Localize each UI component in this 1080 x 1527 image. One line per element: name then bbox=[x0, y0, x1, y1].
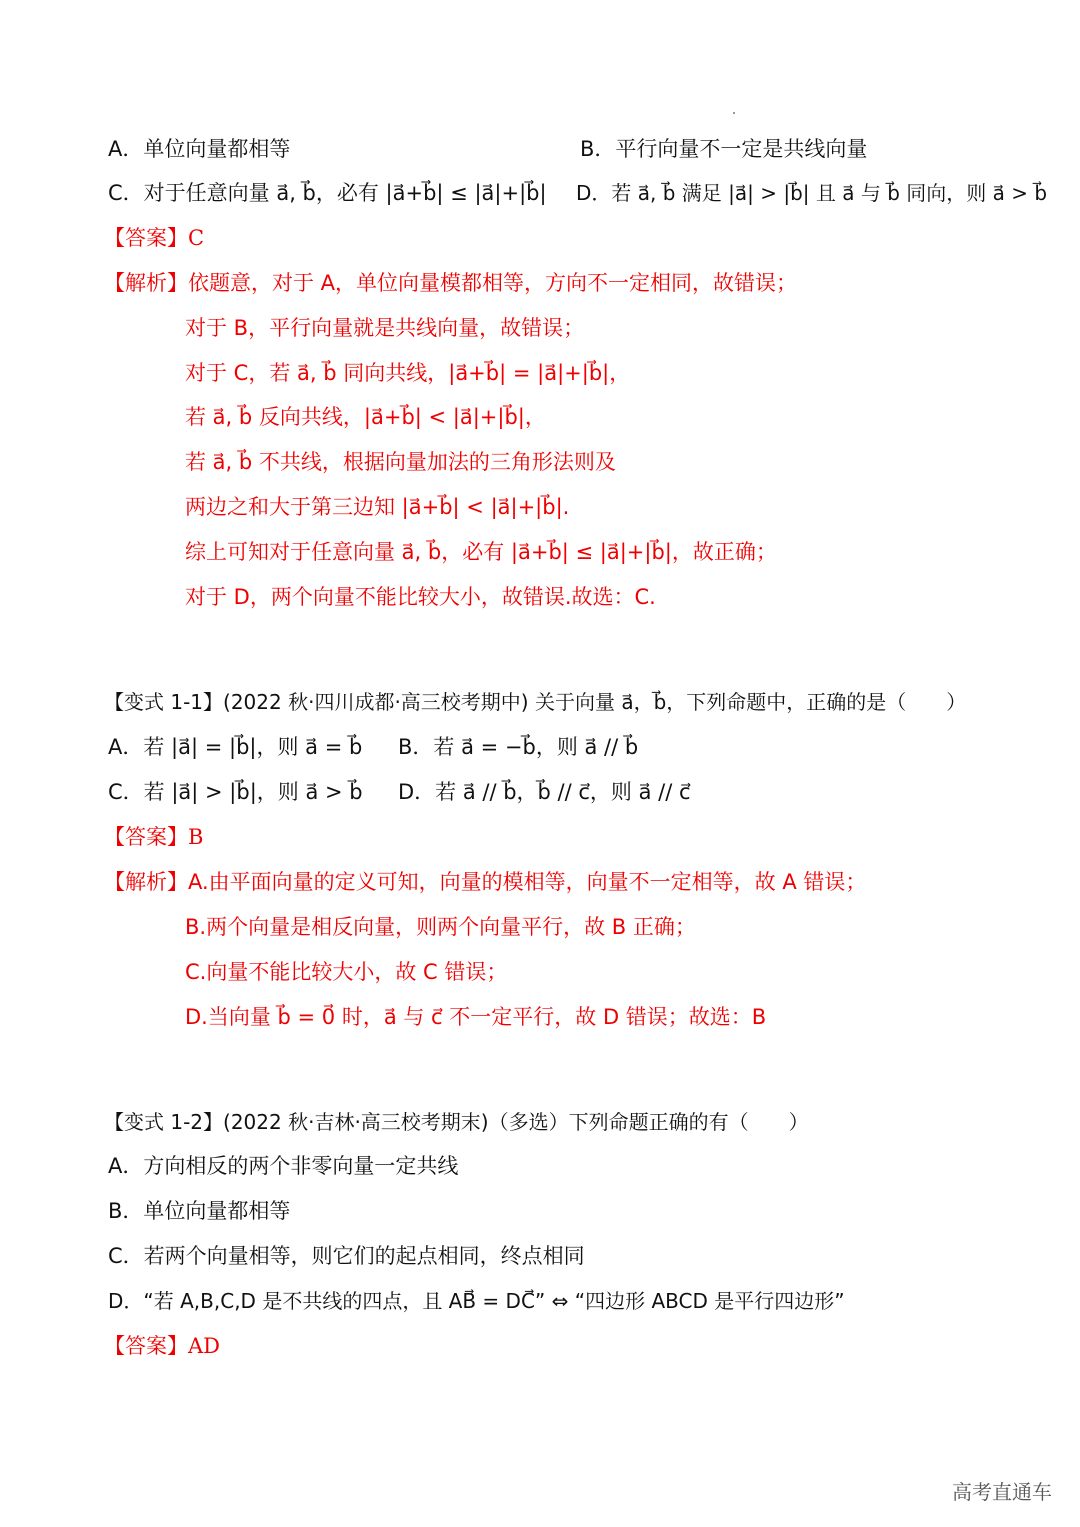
q1-answer-line bbox=[104, 822, 203, 852]
q0-option-d: D．若 a⃗, b⃗ 满足 |a⃗| > |b⃗| 且 a⃗ 与 b⃗ 同向，则 a⃗ > b⃗ bbox=[576, 181, 1048, 205]
q1-option-d: D．若 a⃗ // b⃗，b⃗ // c⃗，则 a⃗ // c⃗ bbox=[398, 780, 691, 804]
analysis-tag: 【解析】 bbox=[104, 870, 188, 894]
analysis-text: A.由平面向量的定义可知，向量的模相等，向量不一定相等，故 A 错误； bbox=[188, 870, 867, 894]
answer-value: C bbox=[188, 226, 205, 250]
answer-value: AD bbox=[188, 1334, 221, 1358]
q1-option-b: B．若 a⃗ = −b⃗，则 a⃗ // b⃗ bbox=[398, 735, 639, 759]
q2-option-c: C．若两个向量相等，则它们的起点相同，终点相同 bbox=[108, 1244, 585, 1268]
analysis-text: 依题意，对于 A，单位向量模都相等，方向不一定相同，故错误； bbox=[188, 271, 798, 295]
watermark-footer: 高考直通车 bbox=[952, 1480, 1052, 1504]
answer-tag: 【答案】 bbox=[104, 226, 188, 250]
analysis-tag: 【解析】 bbox=[104, 271, 188, 295]
q0-option-b: B．平行向量不一定是共线向量 bbox=[580, 137, 868, 161]
answer-value: B bbox=[188, 825, 204, 849]
q0-option-c: C．对于任意向量 a⃗, b⃗，必有 |a⃗+b⃗| ≤ |a⃗|+|b⃗| bbox=[108, 181, 547, 205]
answer-tag: 【答案】 bbox=[104, 825, 188, 849]
q0-analysis-line-6: 两边之和大于第三边知 |a⃗+b⃗| < |a⃗|+|b⃗|. bbox=[185, 495, 570, 519]
q0-analysis-line-1 bbox=[104, 268, 797, 298]
q0-analysis-line-8: 对于 D，两个向量不能比较大小，故错误.故选：C. bbox=[185, 585, 656, 609]
q2-option-d: D．“若 A,B,C,D 是不共线的四点，且 AB⃗ = DC⃗” ⇔ “四边形 ABCD 是平行四边形” bbox=[108, 1289, 845, 1313]
q0-option-a: A．单位向量都相等 bbox=[108, 137, 291, 161]
q1-analysis-line-4: D.当向量 b⃗ = 0⃗ 时，a⃗ 与 c⃗ 不一定平行，故 D 错误；故选：B bbox=[185, 1005, 767, 1029]
q1-option-a: A．若 |a⃗| = |b⃗|，则 a⃗ = b⃗ bbox=[108, 735, 363, 759]
q1-title: 【变式 1-1】(2022 秋·四川成都·高三校考期中) 关于向量 a⃗，b⃗，下列命题中，正确的是（ ） bbox=[104, 690, 967, 714]
q0-answer-line bbox=[104, 223, 204, 253]
q0-analysis-line-5: 若 a⃗, b⃗ 不共线，根据向量加法的三角形法则及 bbox=[185, 450, 616, 474]
q1-analysis-line-3: C.向量不能比较大小，故 C 错误； bbox=[185, 960, 508, 984]
q0-analysis-line-4: 若 a⃗, b⃗ 反向共线，|a⃗+b⃗| < |a⃗|+|b⃗|， bbox=[185, 405, 546, 429]
q2-option-a: A．方向相反的两个非零向量一定共线 bbox=[108, 1154, 459, 1178]
q1-analysis-line-1 bbox=[104, 867, 866, 897]
q2-answer-line bbox=[104, 1331, 220, 1361]
answer-tag: 【答案】 bbox=[104, 1334, 188, 1358]
q1-analysis-line-2: B.两个向量是相反向量，则两个向量平行，故 B 正确； bbox=[185, 915, 696, 939]
q0-analysis-line-3: 对于 C，若 a⃗, b⃗ 同向共线，|a⃗+b⃗| = |a⃗|+|b⃗|， bbox=[185, 361, 631, 385]
q2-option-b: B．单位向量都相等 bbox=[108, 1199, 291, 1223]
q0-analysis-line-7: 综上可知对于任意向量 a⃗, b⃗，必有 |a⃗+b⃗| ≤ |a⃗|+|b⃗|，故正确； bbox=[185, 540, 777, 564]
q0-analysis-line-2: 对于 B，平行向量就是共线向量，故错误； bbox=[185, 316, 585, 340]
q1-option-c: C．若 |a⃗| > |b⃗|，则 a⃗ > b⃗ bbox=[108, 780, 363, 804]
q2-title: 【变式 1-2】(2022 秋·吉林·高三校考期末)（多选）下列命题正确的有（ ） bbox=[104, 1110, 809, 1134]
stray-dot bbox=[733, 112, 735, 114]
